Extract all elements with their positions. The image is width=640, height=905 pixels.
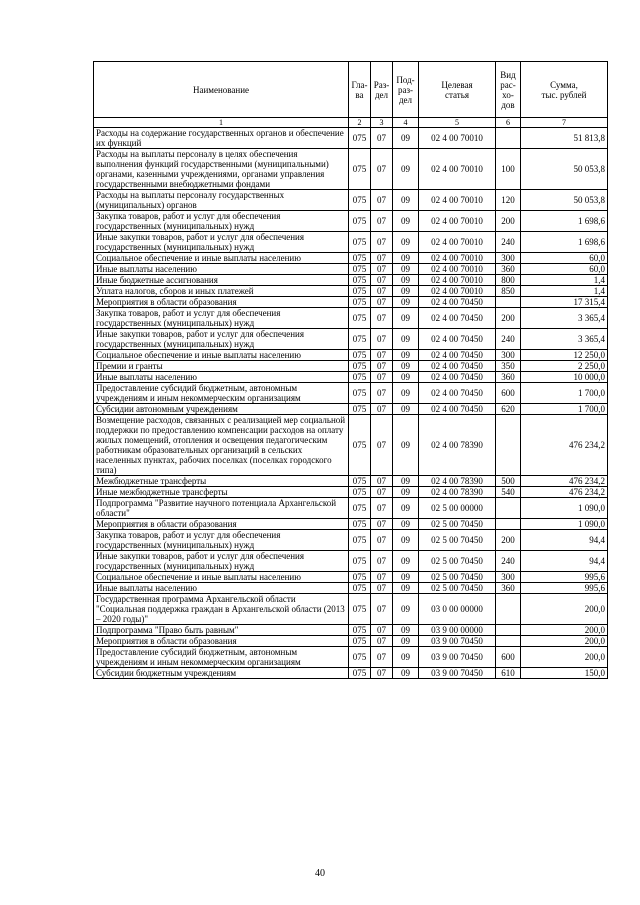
row-podrazdel: 09 <box>393 487 419 498</box>
header-razdel: Раз- дел <box>371 62 393 118</box>
row-vid: 120 <box>496 190 521 211</box>
table-row <box>94 297 608 308</box>
row-razdel: 07 <box>371 275 393 286</box>
row-razdel: 07 <box>371 361 393 372</box>
table-row <box>94 361 608 372</box>
table-row <box>94 519 608 530</box>
row-sum: 1 700,0 <box>521 383 608 404</box>
table-row <box>94 211 608 232</box>
row-target: 03 9 00 70450 <box>419 636 496 647</box>
row-razdel: 07 <box>371 286 393 297</box>
table-row <box>94 128 608 149</box>
header-sum: Сумма, тыс. рублей <box>521 62 608 118</box>
row-name: Иные выплаты населению <box>94 264 349 275</box>
table-row <box>94 498 608 519</box>
row-vid: 360 <box>496 372 521 383</box>
row-target: 02 4 00 70450 <box>419 329 496 350</box>
row-sum: 94,4 <box>521 530 608 551</box>
row-glava: 075 <box>349 190 371 211</box>
row-podrazdel: 09 <box>393 264 419 275</box>
row-podrazdel: 09 <box>393 372 419 383</box>
row-glava: 075 <box>349 625 371 636</box>
row-vid: 850 <box>496 286 521 297</box>
row-glava: 075 <box>349 530 371 551</box>
row-podrazdel: 09 <box>393 253 419 264</box>
row-glava: 075 <box>349 583 371 594</box>
row-name: Возмещение расходов, связанных с реализацией мер социальной поддержки по предоставлению компенсации расходов на оплату жилых помещений, отопления и освещения педагогическим работникам образовательных организаций в сельских населенных пунктах, рабочих поселках (поселках городского типа) <box>94 415 349 476</box>
row-vid <box>496 297 521 308</box>
row-razdel: 07 <box>371 476 393 487</box>
row-target: 02 4 00 70450 <box>419 372 496 383</box>
col-number: 5 <box>419 118 496 128</box>
row-name: Предоставление субсидий бюджетным, автономным учреждениям и иным некоммерческим организациям <box>94 383 349 404</box>
row-glava: 075 <box>349 551 371 572</box>
row-sum: 51 813,8 <box>521 128 608 149</box>
row-podrazdel: 09 <box>393 530 419 551</box>
row-glava: 075 <box>349 253 371 264</box>
table-row <box>94 350 608 361</box>
row-target: 02 4 00 70010 <box>419 211 496 232</box>
row-vid: 800 <box>496 275 521 286</box>
row-target: 02 5 00 70450 <box>419 583 496 594</box>
row-sum: 60,0 <box>521 264 608 275</box>
row-name: Мероприятия в области образования <box>94 636 349 647</box>
col-number: 6 <box>496 118 521 128</box>
row-glava: 075 <box>349 149 371 190</box>
row-glava: 075 <box>349 572 371 583</box>
row-podrazdel: 09 <box>393 594 419 625</box>
row-name: Межбюджетные трансферты <box>94 476 349 487</box>
table-row <box>94 415 608 476</box>
row-sum: 50 053,8 <box>521 149 608 190</box>
row-sum: 1 698,6 <box>521 211 608 232</box>
row-razdel: 07 <box>371 264 393 275</box>
row-glava: 075 <box>349 286 371 297</box>
row-name: Иные выплаты населению <box>94 583 349 594</box>
row-razdel: 07 <box>371 636 393 647</box>
row-sum: 1 090,0 <box>521 498 608 519</box>
row-target: 02 4 00 70450 <box>419 361 496 372</box>
row-sum: 1 698,6 <box>521 232 608 253</box>
row-name: Расходы на содержание государственных органов и обеспечение их функций <box>94 128 349 149</box>
row-razdel: 07 <box>371 232 393 253</box>
row-podrazdel: 09 <box>393 383 419 404</box>
page-number: 40 <box>315 868 325 879</box>
row-glava: 075 <box>349 128 371 149</box>
row-podrazdel: 09 <box>393 583 419 594</box>
table-row <box>94 232 608 253</box>
row-razdel: 07 <box>371 308 393 329</box>
row-podrazdel: 09 <box>393 476 419 487</box>
row-vid: 300 <box>496 350 521 361</box>
row-sum: 200,0 <box>521 636 608 647</box>
row-vid: 600 <box>496 647 521 668</box>
row-target: 02 4 00 70010 <box>419 128 496 149</box>
row-target: 02 5 00 70450 <box>419 572 496 583</box>
row-glava: 075 <box>349 297 371 308</box>
row-podrazdel: 09 <box>393 329 419 350</box>
row-podrazdel: 09 <box>393 211 419 232</box>
row-vid: 300 <box>496 572 521 583</box>
row-podrazdel: 09 <box>393 232 419 253</box>
row-vid <box>496 128 521 149</box>
header-row <box>94 62 608 118</box>
table-row <box>94 286 608 297</box>
row-razdel: 07 <box>371 297 393 308</box>
row-vid <box>496 519 521 530</box>
row-target: 02 4 00 78390 <box>419 476 496 487</box>
row-target: 02 4 00 70450 <box>419 350 496 361</box>
table-row <box>94 530 608 551</box>
row-glava: 075 <box>349 232 371 253</box>
row-glava: 075 <box>349 498 371 519</box>
table-row <box>94 308 608 329</box>
row-target: 02 4 00 70450 <box>419 404 496 415</box>
row-vid: 200 <box>496 211 521 232</box>
row-name: Иные закупки товаров, работ и услуг для обеспечения государственных (муниципальных) нужд <box>94 232 349 253</box>
row-podrazdel: 09 <box>393 551 419 572</box>
table-row <box>94 487 608 498</box>
row-razdel: 07 <box>371 383 393 404</box>
row-vid: 200 <box>496 308 521 329</box>
row-name: Социальное обеспечение и иные выплаты населению <box>94 350 349 361</box>
budget-table <box>93 61 608 679</box>
row-sum: 17 315,4 <box>521 297 608 308</box>
row-name: Закупка товаров, работ и услуг для обеспечения государственных (муниципальных) нужд <box>94 211 349 232</box>
row-sum: 200,0 <box>521 647 608 668</box>
row-podrazdel: 09 <box>393 308 419 329</box>
row-razdel: 07 <box>371 128 393 149</box>
row-vid <box>496 498 521 519</box>
row-vid: 200 <box>496 530 521 551</box>
row-target: 03 9 00 00000 <box>419 625 496 636</box>
row-podrazdel: 09 <box>393 668 419 679</box>
table-row <box>94 190 608 211</box>
row-razdel: 07 <box>371 668 393 679</box>
row-name: Премии и гранты <box>94 361 349 372</box>
row-vid <box>496 625 521 636</box>
row-sum: 60,0 <box>521 253 608 264</box>
table-row <box>94 647 608 668</box>
header-name: Наименование <box>94 62 349 118</box>
row-glava: 075 <box>349 383 371 404</box>
row-glava: 075 <box>349 275 371 286</box>
row-glava: 075 <box>349 487 371 498</box>
table-row <box>94 253 608 264</box>
row-name: Субсидии автономным учреждениям <box>94 404 349 415</box>
row-glava: 075 <box>349 308 371 329</box>
row-vid: 620 <box>496 404 521 415</box>
row-podrazdel: 09 <box>393 190 419 211</box>
row-vid: 100 <box>496 149 521 190</box>
header-target: Целевая статья <box>419 62 496 118</box>
row-target: 02 4 00 70010 <box>419 190 496 211</box>
row-name: Мероприятия в области образования <box>94 297 349 308</box>
row-razdel: 07 <box>371 372 393 383</box>
row-name: Подпрограмма "Право быть равным" <box>94 625 349 636</box>
row-name: Государственная программа Архангельской области "Социальная поддержка граждан в Архангельской области (2013 – 2020 годы)" <box>94 594 349 625</box>
col-number: 3 <box>371 118 393 128</box>
row-sum: 995,6 <box>521 583 608 594</box>
row-razdel: 07 <box>371 647 393 668</box>
table-body <box>94 128 608 679</box>
row-sum: 3 365,4 <box>521 308 608 329</box>
table-row <box>94 551 608 572</box>
row-name: Закупка товаров, работ и услуг для обеспечения государственных (муниципальных) нужд <box>94 308 349 329</box>
row-name: Социальное обеспечение и иные выплаты населению <box>94 253 349 264</box>
header-podrazdel: Под- раз- дел <box>393 62 419 118</box>
row-vid <box>496 594 521 625</box>
row-razdel: 07 <box>371 404 393 415</box>
row-target: 02 4 00 70450 <box>419 297 496 308</box>
row-name: Иные закупки товаров, работ и услуг для обеспечения государственных (муниципальных) нужд <box>94 329 349 350</box>
row-razdel: 07 <box>371 253 393 264</box>
row-razdel: 07 <box>371 350 393 361</box>
table-row <box>94 572 608 583</box>
row-target: 02 5 00 00000 <box>419 498 496 519</box>
row-sum: 1,4 <box>521 275 608 286</box>
row-podrazdel: 09 <box>393 128 419 149</box>
row-razdel: 07 <box>371 211 393 232</box>
row-target: 02 4 00 78390 <box>419 487 496 498</box>
row-vid <box>496 415 521 476</box>
row-name: Иные выплаты населению <box>94 372 349 383</box>
row-sum: 476 234,2 <box>521 415 608 476</box>
row-target: 02 4 00 70010 <box>419 253 496 264</box>
table-row <box>94 149 608 190</box>
row-name: Субсидии бюджетным учреждениям <box>94 668 349 679</box>
row-razdel: 07 <box>371 487 393 498</box>
row-target: 02 4 00 70010 <box>419 149 496 190</box>
header-glava: Гла- ва <box>349 62 371 118</box>
row-podrazdel: 09 <box>393 149 419 190</box>
row-sum: 3 365,4 <box>521 329 608 350</box>
table-row <box>94 275 608 286</box>
row-vid: 500 <box>496 476 521 487</box>
row-sum: 995,6 <box>521 572 608 583</box>
row-glava: 075 <box>349 476 371 487</box>
table-row <box>94 594 608 625</box>
table-row <box>94 383 608 404</box>
row-vid: 240 <box>496 329 521 350</box>
row-sum: 150,0 <box>521 668 608 679</box>
row-sum: 1,4 <box>521 286 608 297</box>
col-number: 1 <box>94 118 349 128</box>
row-sum: 12 250,0 <box>521 350 608 361</box>
row-name: Иные закупки товаров, работ и услуг для обеспечения государственных (муниципальных) нужд <box>94 551 349 572</box>
row-glava: 075 <box>349 372 371 383</box>
col-number: 4 <box>393 118 419 128</box>
row-podrazdel: 09 <box>393 498 419 519</box>
row-podrazdel: 09 <box>393 415 419 476</box>
row-glava: 075 <box>349 211 371 232</box>
row-vid: 610 <box>496 668 521 679</box>
row-name: Расходы на выплаты персоналу в целях обеспечения выполнения функций государственными (муниципальными) органами, казенными учреждениями, органами управления государственными внебюджетными фондами <box>94 149 349 190</box>
row-glava: 075 <box>349 647 371 668</box>
row-target: 02 5 00 70450 <box>419 519 496 530</box>
row-glava: 075 <box>349 264 371 275</box>
row-sum: 200,0 <box>521 594 608 625</box>
row-podrazdel: 09 <box>393 572 419 583</box>
row-vid: 600 <box>496 383 521 404</box>
row-target: 02 5 00 70450 <box>419 551 496 572</box>
row-razdel: 07 <box>371 190 393 211</box>
row-razdel: 07 <box>371 551 393 572</box>
row-vid: 540 <box>496 487 521 498</box>
row-podrazdel: 09 <box>393 636 419 647</box>
col-number: 7 <box>521 118 608 128</box>
row-podrazdel: 09 <box>393 519 419 530</box>
row-razdel: 07 <box>371 572 393 583</box>
row-glava: 075 <box>349 361 371 372</box>
row-sum: 10 000,0 <box>521 372 608 383</box>
row-name: Подпрограмма "Развитие научного потенциала Архангельской области" <box>94 498 349 519</box>
row-sum: 2 250,0 <box>521 361 608 372</box>
row-podrazdel: 09 <box>393 275 419 286</box>
row-razdel: 07 <box>371 498 393 519</box>
row-glava: 075 <box>349 350 371 361</box>
row-name: Иные бюджетные ассигнования <box>94 275 349 286</box>
table-row <box>94 476 608 487</box>
table-row <box>94 404 608 415</box>
header-vid: Вид рас- хо- дов <box>496 62 521 118</box>
row-glava: 075 <box>349 519 371 530</box>
row-sum: 476 234,2 <box>521 487 608 498</box>
row-vid: 350 <box>496 361 521 372</box>
row-sum: 94,4 <box>521 551 608 572</box>
table-row <box>94 636 608 647</box>
row-podrazdel: 09 <box>393 361 419 372</box>
row-razdel: 07 <box>371 530 393 551</box>
row-razdel: 07 <box>371 415 393 476</box>
table-row <box>94 583 608 594</box>
table-row <box>94 668 608 679</box>
row-glava: 075 <box>349 668 371 679</box>
row-name: Расходы на выплаты персоналу государственных (муниципальных) органов <box>94 190 349 211</box>
table-row <box>94 329 608 350</box>
row-podrazdel: 09 <box>393 350 419 361</box>
row-sum: 1 700,0 <box>521 404 608 415</box>
row-vid: 240 <box>496 551 521 572</box>
table-row <box>94 264 608 275</box>
row-sum: 200,0 <box>521 625 608 636</box>
row-vid: 360 <box>496 264 521 275</box>
row-podrazdel: 09 <box>393 625 419 636</box>
row-vid: 360 <box>496 583 521 594</box>
row-sum: 50 053,8 <box>521 190 608 211</box>
row-name: Предоставление субсидий бюджетным, автономным учреждениям и иным некоммерческим организациям <box>94 647 349 668</box>
row-name: Мероприятия в области образования <box>94 519 349 530</box>
row-glava: 075 <box>349 636 371 647</box>
row-name: Закупка товаров, работ и услуг для обеспечения государственных (муниципальных) нужд <box>94 530 349 551</box>
row-sum: 476 234,2 <box>521 476 608 487</box>
row-target: 02 4 00 70010 <box>419 286 496 297</box>
row-razdel: 07 <box>371 625 393 636</box>
row-target: 02 5 00 70450 <box>419 530 496 551</box>
row-razdel: 07 <box>371 594 393 625</box>
row-sum: 1 090,0 <box>521 519 608 530</box>
row-glava: 075 <box>349 404 371 415</box>
column-number-row <box>94 118 608 128</box>
col-number: 2 <box>349 118 371 128</box>
row-podrazdel: 09 <box>393 647 419 668</box>
row-glava: 075 <box>349 415 371 476</box>
row-name: Уплата налогов, сборов и иных платежей <box>94 286 349 297</box>
row-target: 02 4 00 70010 <box>419 232 496 253</box>
row-glava: 075 <box>349 329 371 350</box>
row-target: 02 4 00 70010 <box>419 275 496 286</box>
table-row <box>94 372 608 383</box>
table-row <box>94 625 608 636</box>
row-target: 02 4 00 78390 <box>419 415 496 476</box>
row-podrazdel: 09 <box>393 404 419 415</box>
row-name: Социальное обеспечение и иные выплаты населению <box>94 572 349 583</box>
row-target: 02 4 00 70450 <box>419 383 496 404</box>
row-target: 03 9 00 70450 <box>419 647 496 668</box>
row-razdel: 07 <box>371 583 393 594</box>
row-target: 02 4 00 70010 <box>419 264 496 275</box>
row-vid: 240 <box>496 232 521 253</box>
row-vid: 300 <box>496 253 521 264</box>
row-glava: 075 <box>349 594 371 625</box>
row-target: 03 9 00 70450 <box>419 668 496 679</box>
row-vid <box>496 636 521 647</box>
row-podrazdel: 09 <box>393 286 419 297</box>
row-name: Иные межбюджетные трансферты <box>94 487 349 498</box>
row-razdel: 07 <box>371 149 393 190</box>
row-razdel: 07 <box>371 329 393 350</box>
row-target: 03 0 00 00000 <box>419 594 496 625</box>
row-podrazdel: 09 <box>393 297 419 308</box>
row-target: 02 4 00 70450 <box>419 308 496 329</box>
row-razdel: 07 <box>371 519 393 530</box>
